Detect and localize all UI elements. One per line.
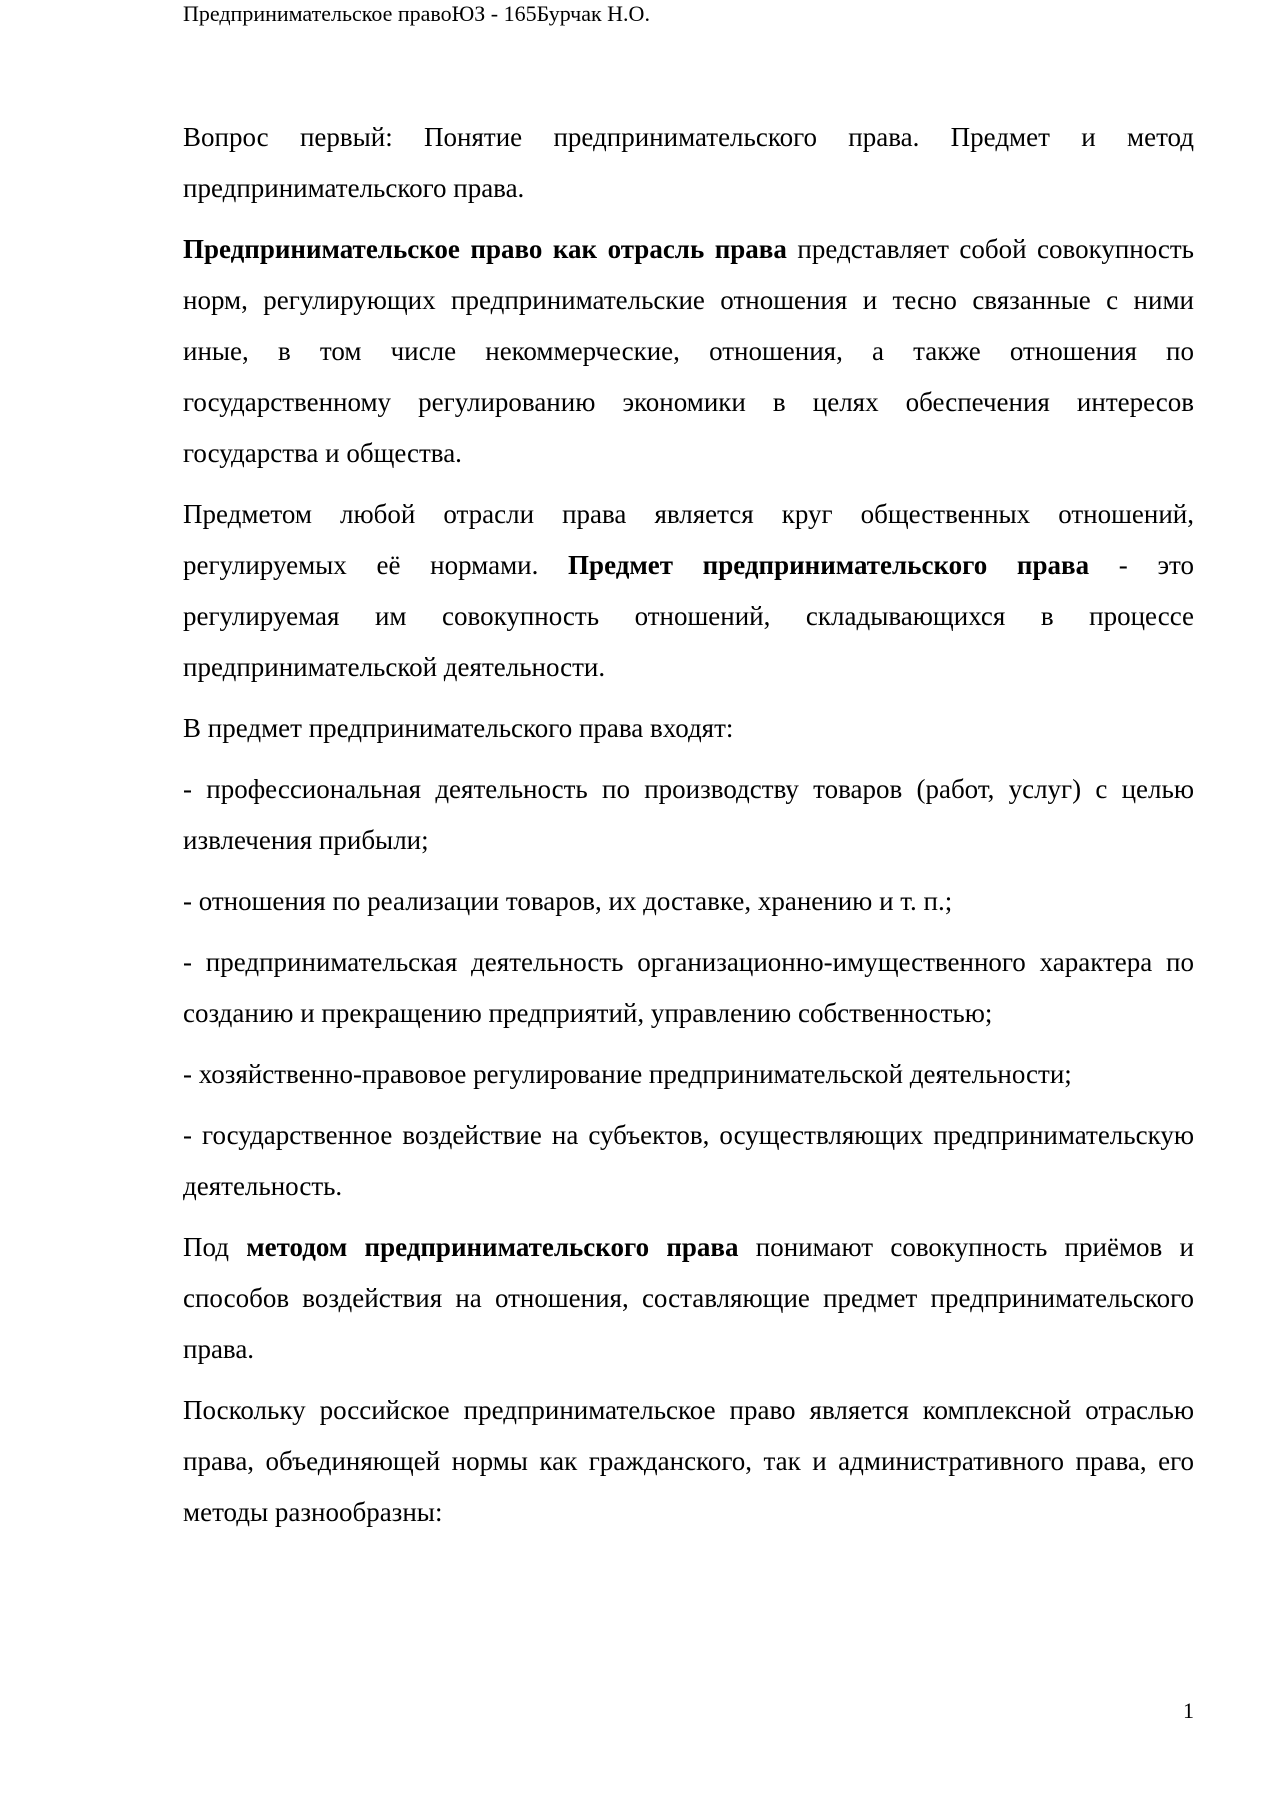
document-body bbox=[183, 112, 1194, 1548]
method-text: понимают совокупность приёмов и способов воздействия на отношения, составляющие предмет предпринимательского права. bbox=[183, 1232, 1194, 1364]
subject-list-intro: В предмет предпринимательского права входят: bbox=[183, 713, 734, 743]
methods-paragraph: Поскольку российское предпринимательское право является комплексной отраслью права, объединяющей нормы как гражданского, так и административного права, его методы разнообразны: bbox=[183, 1395, 1194, 1527]
list-item-3: - предпринимательская деятельность организационно-имущественного характера по созданию и прекращению предприятий, управлению собственностью; bbox=[183, 947, 1194, 1028]
definition-term: Предпринимательское право как отрасль права bbox=[183, 234, 787, 264]
question-heading-paragraph: Вопрос первый: Понятие предпринимательского права. Предмет и метод предпринимательского права. bbox=[183, 122, 1194, 203]
method-paragraph bbox=[183, 1222, 1194, 1375]
page-header: Предпринимательское правоЮЗ - 165Бурчак Н.О. bbox=[183, 1, 650, 26]
method-term: методом предпринимательского права bbox=[246, 1232, 739, 1262]
page-number: 1 bbox=[1183, 1698, 1194, 1723]
definition-paragraph bbox=[183, 224, 1194, 479]
subject-paragraph bbox=[183, 489, 1194, 693]
subject-term: Предмет предпринимательского права bbox=[568, 550, 1090, 580]
list-item-4: - хозяйственно-правовое регулирование предпринимательской деятельности; bbox=[183, 1059, 1072, 1089]
subject-text: - это регулируемая им совокупность отношений, складывающихся в процессе предпринимательской деятельности. bbox=[183, 550, 1194, 682]
method-intro-text: Под bbox=[183, 1232, 247, 1262]
list-item-1: - профессиональная деятельность по производству товаров (работ, услуг) с целью извлечения прибыли; bbox=[183, 774, 1194, 855]
subject-intro-text: Предметом любой отрасли права является круг общественных отношений, регулируемых её нормами. bbox=[183, 499, 1194, 580]
list-item-2: - отношения по реализации товаров, их доставке, хранению и т. п.; bbox=[183, 886, 953, 916]
list-item-5: - государственное воздействие на субъектов, осуществляющих предпринимательскую деятельность. bbox=[183, 1120, 1194, 1201]
definition-text: представляет собой совокупность норм, регулирующих предпринимательские отношения и тесно связанные с ними иные, в том числе некоммерческие, отношения, а также отношения по государственному регулированию экономики в целях обеспечения интересов государства и общества. bbox=[183, 234, 1194, 468]
